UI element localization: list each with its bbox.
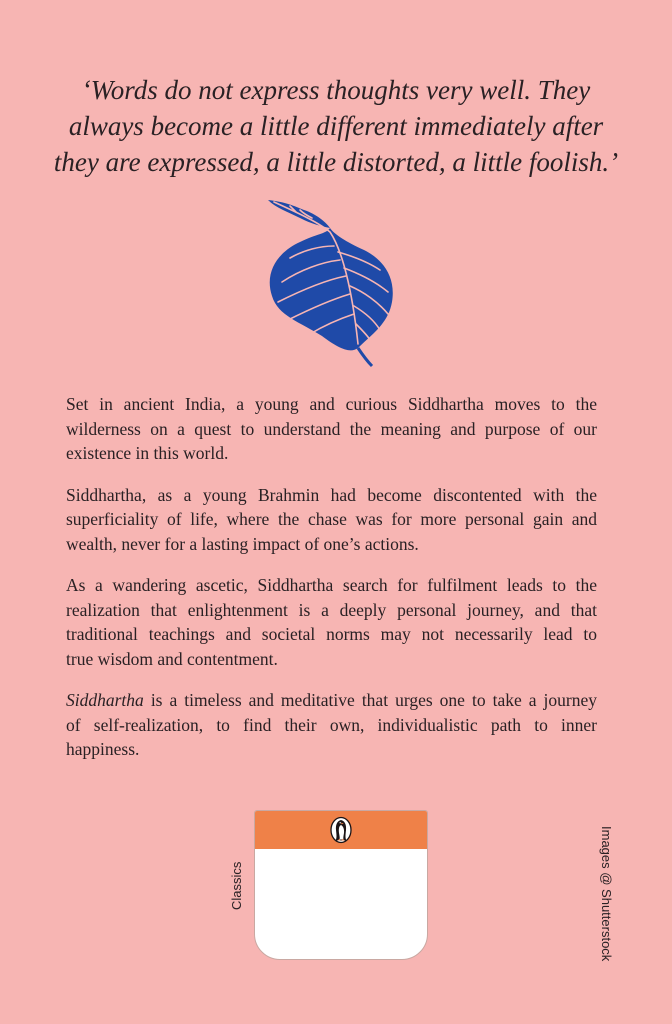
blurb-paragraph-4 xyxy=(66,688,597,762)
blurb-line: wealth, never for a lasting impact of one’s actions. xyxy=(66,533,419,554)
quote-line-2: always become a little different immediately after xyxy=(68,111,604,141)
quote-line-1: ‘Words do not express thoughts very well. They xyxy=(81,75,591,105)
blurb-paragraph-2 xyxy=(66,483,597,557)
series-label: Classics xyxy=(229,861,244,910)
blurb-line: traditional teachings and societal norms may not necessarily lead to xyxy=(66,624,597,644)
blurb-line: Siddhartha, as a young Brahmin had become discontented with the xyxy=(66,484,597,505)
badge-orange-band xyxy=(255,811,427,849)
blurb-line: existence in this world. xyxy=(66,443,229,463)
blurb-text xyxy=(66,392,597,779)
blurb-line: Set in ancient India, a young and curious Siddhartha moves to the xyxy=(66,394,597,414)
blurb-line: of self-realization, to find their own, individualistic path to inner xyxy=(66,714,597,735)
back-cover-quote xyxy=(40,72,632,180)
blurb-line: superficiality of life, where the chase was for more personal gain and xyxy=(66,509,597,529)
penguin-classics-badge xyxy=(254,810,428,960)
blurb-line: wilderness on a quest to understand the meaning and purpose of our xyxy=(66,418,597,439)
book-title-italic: Siddhartha xyxy=(66,690,144,710)
bodhi-leaf-icon xyxy=(260,198,400,368)
image-credit: Images @ Shutterstock xyxy=(599,826,614,962)
blurb-paragraph-3 xyxy=(66,573,597,671)
blurb-line-rest: is a timeless and meditative that urges one to take a journey xyxy=(143,690,597,710)
blurb-line: As a wandering ascetic, Siddhartha search for fulfilment leads to the xyxy=(66,575,597,595)
blurb-line: happiness. xyxy=(66,739,140,759)
blurb-paragraph-1 xyxy=(66,392,597,466)
blurb-line: true wisdom and contentment. xyxy=(66,648,278,669)
blurb-line xyxy=(66,688,597,713)
blurb-line: realization that enlightenment is a deeply personal journey, and that xyxy=(66,599,597,620)
penguin-logo-icon xyxy=(327,816,355,844)
quote-line-3: they are expressed, a little distorted, a little foolish.’ xyxy=(53,147,619,177)
